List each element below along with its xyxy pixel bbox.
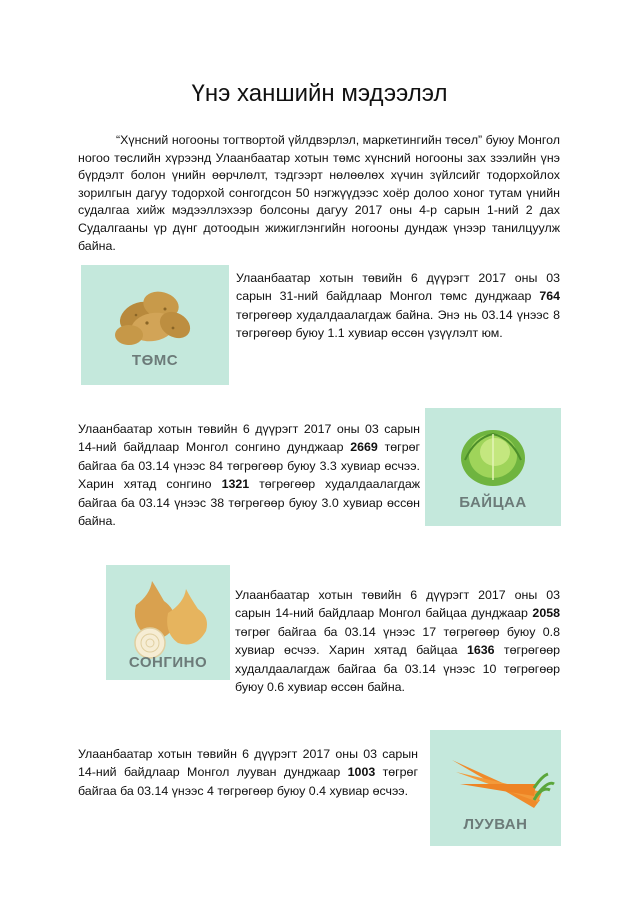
intro-paragraph <box>78 132 560 255</box>
potato-price: 764 <box>539 289 560 304</box>
cabbage-image <box>425 408 561 526</box>
onion-price-mn: 2058 <box>532 606 560 621</box>
carrot-label: ЛУУВАН <box>463 816 528 833</box>
cabbage-price-cn: 1321 <box>221 477 250 492</box>
onion-image <box>106 565 230 680</box>
potato-label: ТӨМС <box>131 352 179 369</box>
carrot-image <box>430 730 561 846</box>
onion-text: Улаанбаатар хотын төвийн 6 дүүрэгт 2017 оны 03 сарын 14-ний байдлаар Монгол байцаа дунджаар 2058 төгрөг байгаа ба 03.14 үнээс 17 төгрөгөөр буюу 0.8 хувиар өсчээ. Харин хятад байцаа 1636 төгрөгөөр худалдаалагдаж байгаа ба 03.14 үнээс 10 төгрөгөөр буюу 0.6 хувиар өссөн байна. <box>235 588 560 695</box>
onion-label: СОНГИНО <box>128 654 208 671</box>
carrot-text: Улаанбаатар хотын төвийн 6 дүүрэгт 2017 оны 03 сарын 14-ний байдлаар Монгол лууван дунджаар 1003 төгрөг байгаа ба 03.14 үнээс 4 төгрөгөөр буюу 0.4 хувиар өсчээ. <box>78 747 418 798</box>
carrot-price: 1003 <box>347 765 376 780</box>
cabbage-label: БАЙЦАА <box>459 494 527 511</box>
potato-text: Улаанбаатар хотын төвийн 6 дүүрэгт 2017 оны 03 сарын 31-ний байдлаар Монгол төмс дунджаар 764 төгрөгөөр худалдаалагдаж байна. Энэ нь 03.14 үнээс 8 төгрөгөөр буюу 1.1 хувиар өссөн үзүүлэлт юм. <box>236 271 560 341</box>
onion-price-cn: 1636 <box>466 643 495 658</box>
intro-text: “Хүнсний ногооны тогтвортой үйлдвэрлэл, маркетингийн төсөл” буюу Монгол ногоо төслийн хүрээнд Улаанбаатар хотын төмс хүнсний ногооны зах зээлийн үнэ бүрдэлт болон үнийн өөрчлөлт, тэдгээрт нөлөөлөх хүчин зүйлсийг тодорхойлох зорилгын дагуу тодорхой сонгогдсон 50 нэгжүүдээс хоёр долоо хоног тутам үнийн судалгаа хийж мэдээллэхээр болсоны дагуу 2017 оны 4-р сарын 1-ний 2 дах Судалгааны үр дүнг дотоодын жижиглэнгийн ногооны дундаж үнээр танилцуулж байна. <box>78 133 560 253</box>
cabbage-price-mn: 2669 <box>350 440 378 455</box>
cabbage-text: Улаанбаатар хотын төвийн 6 дүүрэгт 2017 оны 03 сарын 14-ний байдлаар Монгол сонгино дунджаар 2669 төгрөг байгаа ба 03.14 үнээс 84 төгрөгөөр буюу 3.3 хувиар өсчээ. Харин хятад сонгино 1321 төгрөгөөр худалдаалагдаж байгаа ба 03.14 үнээс 38 төгрөгөөр буюу 3.0 хувиар өссөн байна. <box>78 422 420 529</box>
potato-image <box>81 265 229 385</box>
page-title: Үнэ ханшийн мэдээлэл <box>191 80 448 107</box>
